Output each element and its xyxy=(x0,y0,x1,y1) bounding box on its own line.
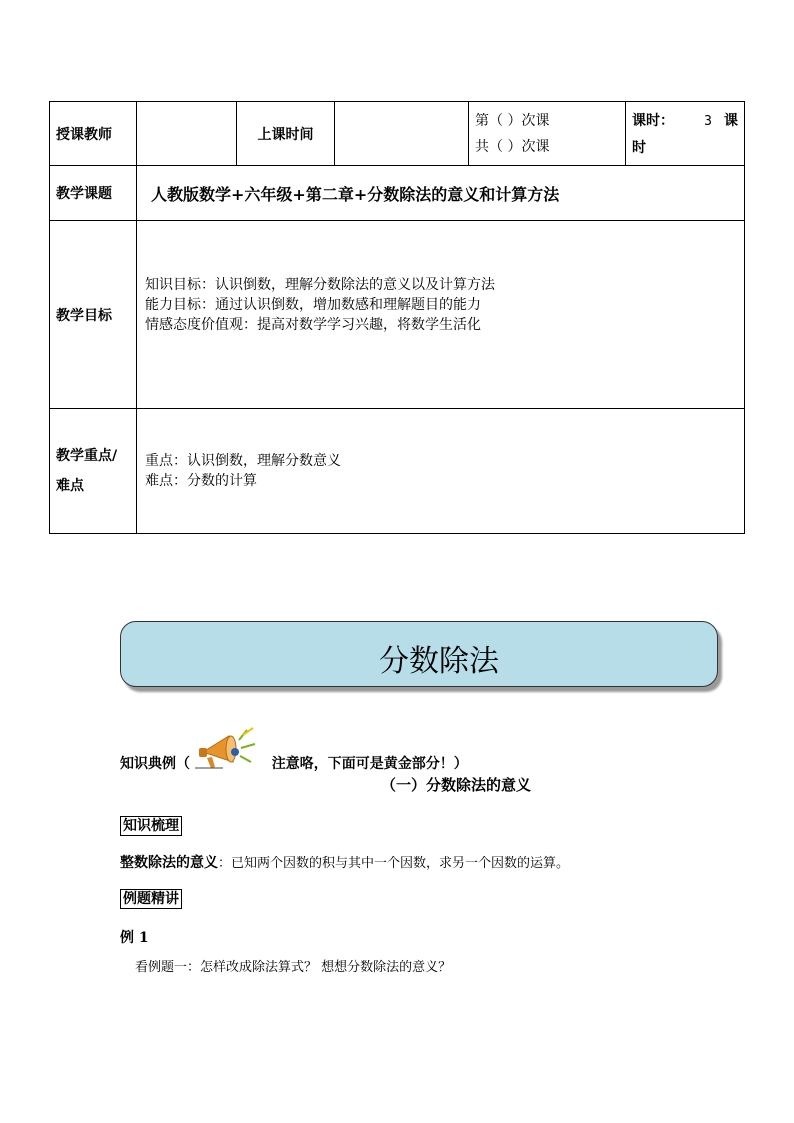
hours-label: 课时： xyxy=(632,113,674,129)
hours-unit-2: 时 xyxy=(632,140,646,156)
definition-line xyxy=(120,852,569,872)
hours-unit-1: 课 xyxy=(724,113,738,129)
example-box: 例题精讲 xyxy=(120,889,182,909)
hours-value: 3 xyxy=(704,114,712,129)
goal-ability: 能力目标：通过认识倒数，增加数感和理解题目的能力 xyxy=(145,296,481,313)
topic-label: 教学课题 xyxy=(50,166,137,221)
keypoints-label-2: 难点 xyxy=(56,478,84,494)
banner-title: 分数除法 xyxy=(379,644,499,679)
intro-suffix: 注意咯，下面可是黄金部分！） xyxy=(271,756,468,772)
teacher-value xyxy=(137,102,237,166)
knowledge-box: 知识梳理 xyxy=(120,816,182,836)
goal-knowledge: 知识目标：认识倒数，理解分数除法的意义以及计算方法 xyxy=(145,276,495,293)
lesson-info-table xyxy=(49,101,745,534)
topic-value: 人教版数学+六年级+第二章+分数除法的意义和计算方法 xyxy=(137,166,745,221)
intro-prefix: 知识典例（ xyxy=(120,756,190,772)
session-line-1: 第（ ）次课 xyxy=(475,113,550,129)
goals-cell xyxy=(137,221,745,409)
keypoints-label-1: 教学重点/ xyxy=(56,448,118,464)
goals-label: 教学目标 xyxy=(50,221,137,409)
definition-term: 整数除法的意义 xyxy=(120,855,218,871)
session-line-2: 共（ ）次课 xyxy=(475,139,550,155)
definition-text: ：已知两个因数的积与其中一个因数，求另一个因数的运算。 xyxy=(218,856,570,871)
time-label: 上课时间 xyxy=(237,102,335,166)
hours-cell xyxy=(626,102,745,166)
knowledge-box-line xyxy=(120,815,182,835)
example-text: 看例题一：怎样改成除法算式？ 想想分数除法的意义？ xyxy=(135,960,452,975)
example-label: 例 1 xyxy=(120,930,149,946)
section-title-banner xyxy=(120,621,718,687)
subheading: （一）分数除法的意义 xyxy=(381,776,532,794)
goal-attitude: 情感态度价值观：提高对数学学习兴趣，将数学生活化 xyxy=(145,316,481,333)
keypoint-focus: 重点：认识倒数，理解分数意义 xyxy=(145,453,341,469)
megaphone-icon xyxy=(195,726,267,766)
keypoint-difficulty: 难点：分数的计算 xyxy=(145,473,257,489)
teacher-label: 授课教师 xyxy=(50,102,137,166)
keypoints-label-cell xyxy=(50,409,137,534)
intro-line xyxy=(120,738,468,778)
time-value xyxy=(335,102,469,166)
session-cell xyxy=(469,102,626,166)
keypoints-cell xyxy=(137,409,745,534)
example-box-line xyxy=(120,888,182,908)
